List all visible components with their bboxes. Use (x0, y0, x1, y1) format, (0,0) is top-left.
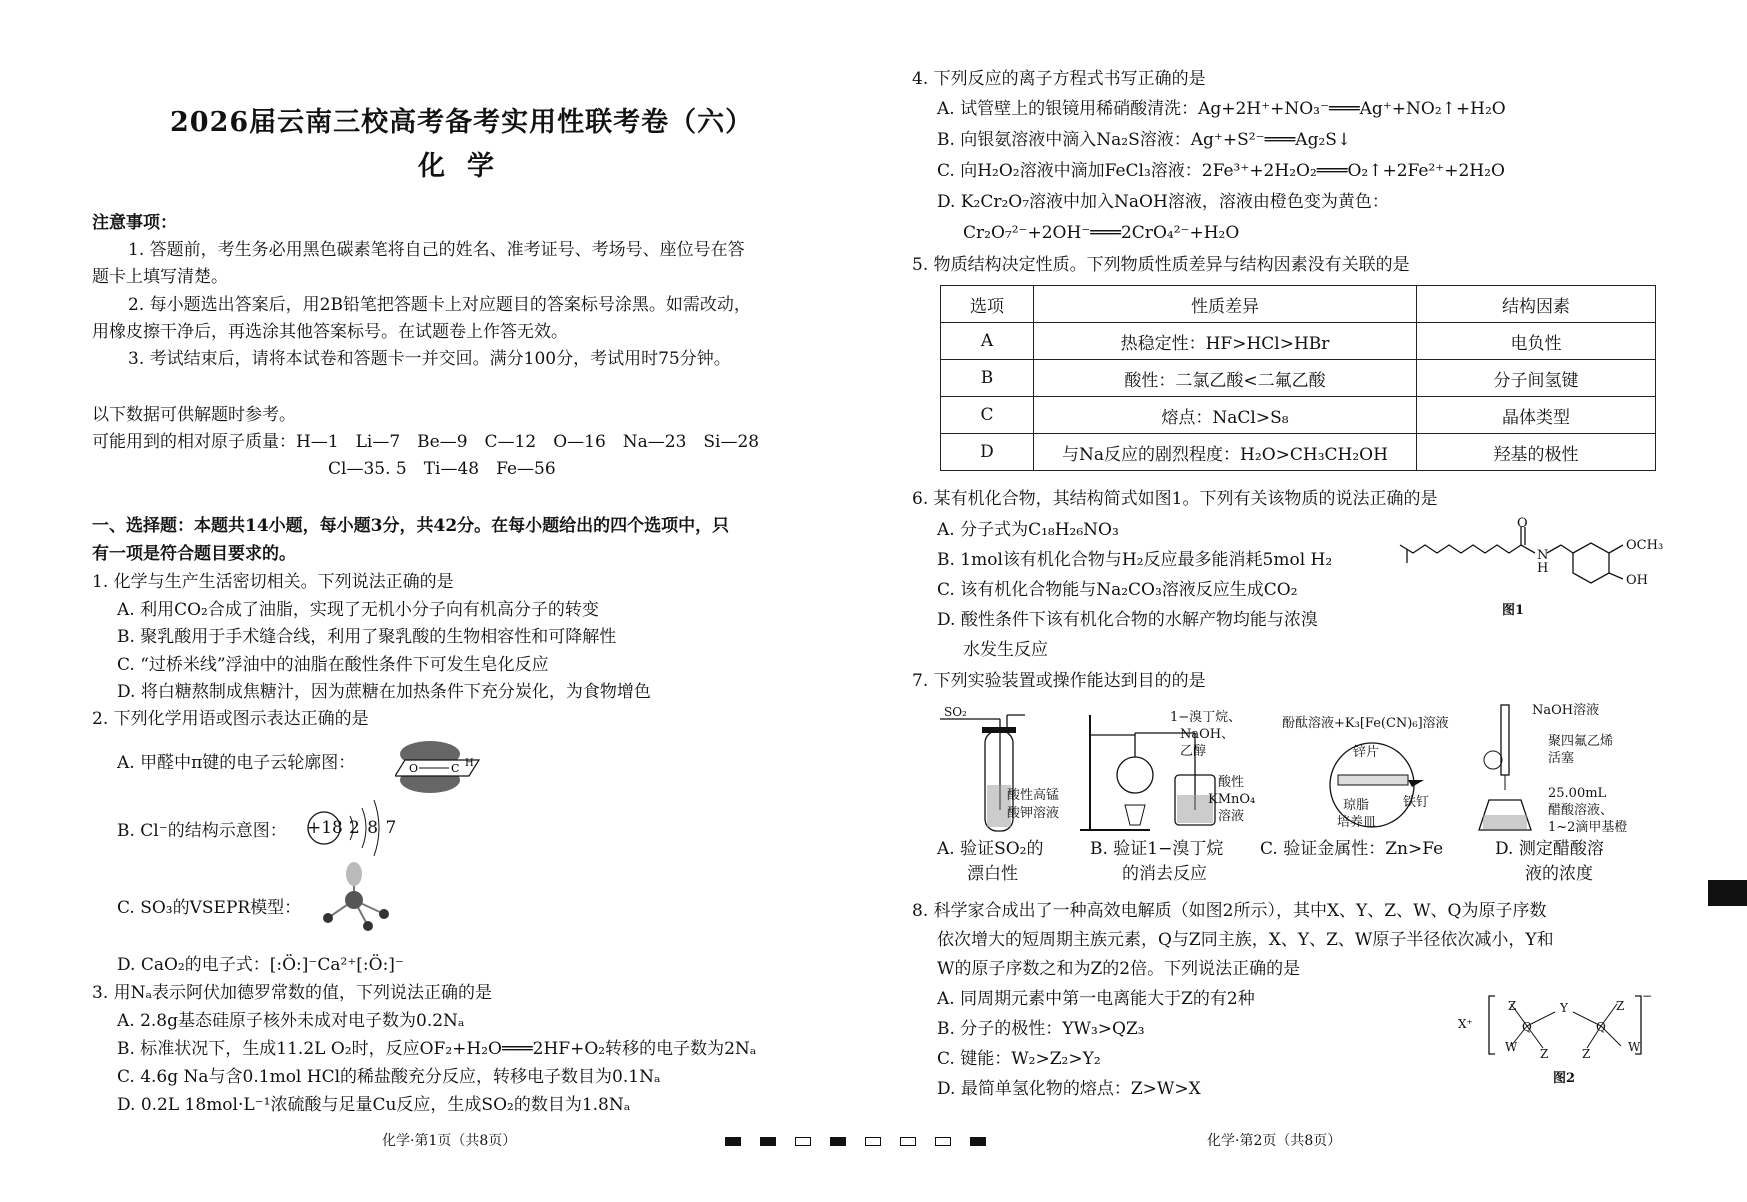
table-cell: C (941, 397, 1034, 434)
registration-mark-empty (935, 1137, 951, 1146)
apparatus-c-label-2: 锌片 (1353, 745, 1380, 760)
q1-option-a: A. 利用CO₂合成了油脂，实现了无机小分子向有机高分子的转变 (117, 600, 599, 620)
apparatus-d-label-1: NaOH溶液 (1532, 703, 1600, 718)
table-header: 选项 (941, 286, 1034, 323)
q3-option-d: D. 0.2L 18mol·L⁻¹浓硫酸与足量Cu反应，生成SO₂的数目为1.8Nₐ (117, 1095, 631, 1115)
svg-text:C: C (451, 762, 460, 775)
q2-option-c: C. SO₃的VSEPR模型： (117, 898, 302, 918)
q6-option-b: B. 1mol该有机化合物与H₂反应最多能消耗5mol H₂ (937, 550, 1333, 570)
q1-option-b: B. 聚乳酸用于手术缝合线，利用了聚乳酸的生物相容性和可降解性 (117, 627, 617, 647)
reference-intro: 以下数据可供解题时参考。 (92, 405, 296, 425)
q7-option-d-2: 液的浓度 (1525, 864, 1593, 884)
apparatus-a-label-3: 酸钾溶液 (1007, 806, 1060, 821)
q1-option-d: D. 将白糖熬制成焦糖汁，因为蔗糖在加热条件下充分炭化，为食物增色 (117, 682, 651, 702)
footer-page-1: 化学·第1页（共8页） (382, 1133, 517, 1149)
q6-option-d: D. 酸性条件下该有机化合物的水解产物均能与浓溴 (937, 610, 1318, 630)
q3-option-b: B. 标准状况下，生成11.2L O₂时，反应OF₂+H₂O═══2HF+O₂转移的电子数为2Nₐ (117, 1039, 757, 1059)
q6-option-a: A. 分子式为C₁₈H₂₆NO₃ (937, 520, 1119, 540)
table-cell: 分子间氢键 (1417, 360, 1656, 397)
so3-vsepr-figure (318, 860, 398, 935)
table-row (941, 360, 1656, 397)
q4-stem: 4. 下列反应的离子方程式书写正确的是 (912, 69, 1206, 89)
figure-2-w-1: W (1505, 1040, 1518, 1054)
q7-stem: 7. 下列实验装置或操作能达到目的的是 (912, 671, 1206, 691)
q8-stem-1: 8. 科学家合成出了一种高效电解质（如图2所示），其中X、Y、Z、W、Q为原子序数 (912, 901, 1547, 921)
q4-option-a: A. 试管壁上的银镜用稀硝酸清洗：Ag+2H⁺+NO₃⁻═══Ag⁺+NO₂↑+H₂O (937, 99, 1506, 119)
q7-option-b-2: 的消去反应 (1122, 864, 1207, 884)
figure-2-z-1: Z (1508, 999, 1517, 1013)
registration-mark-filled (970, 1137, 986, 1146)
apparatus-d-label-6: 1~2滴甲基橙 (1548, 820, 1628, 835)
q4-option-c: C. 向H₂O₂溶液中滴加FeCl₃溶液：2Fe³⁺+2H₂O₂═══O₂↑+2Fe²⁺+2H₂O (937, 161, 1505, 181)
atomic-masses-2: Cl—35. 5 Ti—48 Fe—56 (328, 459, 556, 479)
figure-2-q-right: Q (1596, 1020, 1606, 1034)
exam-title: 2026届云南三校高考备考实用性联考卷（六） (170, 107, 754, 138)
table-header: 结构因素 (1417, 286, 1656, 323)
figure-2-x: X⁺ (1458, 1017, 1473, 1031)
pi-bond-orbital-figure (395, 736, 485, 796)
note-1b: 题卡上填写清楚。 (92, 267, 228, 287)
table-cell: 羟基的极性 (1417, 434, 1656, 471)
figure-2-q-left: Q (1522, 1020, 1532, 1034)
figure-1-structure (1395, 515, 1665, 605)
exam-subject: 化学 (418, 151, 516, 182)
atomic-masses-1: 可能用到的相对原子质量：H—1 Li—7 Be—9 C—12 O—16 Na—23 Si—28 (92, 432, 760, 452)
q2-option-a: A. 甲醛中π键的电子云轮廓图： (117, 753, 356, 773)
q6-option-c: C. 该有机化合物能与Na₂CO₃溶液反应生成CO₂ (937, 580, 1298, 600)
table-cell: 晶体类型 (1417, 397, 1656, 434)
table-cell: B (941, 360, 1034, 397)
apparatus-c-label-5: 培养皿 (1337, 815, 1377, 830)
table-row (941, 434, 1656, 471)
q8-option-a: A. 同周期元素中第一电离能大于Z的有2种 (937, 989, 1255, 1009)
figure-1-n: N (1537, 548, 1549, 563)
figure-2-z-3: Z (1540, 1047, 1549, 1061)
apparatus-c-label-1: 酚酞溶液+K₃[Fe(CN)₆]溶液 (1282, 716, 1449, 731)
apparatus-b-label-5: KMnO₄ (1208, 792, 1256, 807)
chloride-shells: 2 8 7 (349, 818, 398, 838)
figure-1-och3: OCH₃ (1626, 538, 1664, 553)
q2-stem: 2. 下列化学用语或图示表达正确的是 (92, 709, 369, 729)
registration-mark-empty (795, 1137, 811, 1146)
edge-tab-mark (1708, 880, 1747, 906)
q6-stem: 6. 某有机化合物，其结构简式如图1。下列有关该物质的说法正确的是 (912, 489, 1438, 509)
figure-1-oh: OH (1626, 573, 1648, 588)
q7-option-d-1: D. 测定醋酸溶 (1495, 839, 1604, 859)
note-3: 3. 考试结束后，请将本试卷和答题卡一并交回。满分100分，考试用时75分钟。 (128, 349, 731, 369)
registration-mark-filled (725, 1137, 741, 1146)
table-row (941, 397, 1656, 434)
figure-2-charge: − (1642, 989, 1653, 1003)
q3-option-c: C. 4.6g Na与含0.1mol HCl的稀盐酸充分反应，转移电子数目为0.1Nₐ (117, 1067, 661, 1087)
registration-marks (725, 1131, 1005, 1150)
svg-text:O: O (409, 762, 419, 775)
registration-mark-empty (900, 1137, 916, 1146)
table-cell: 熔点：NaCl>S₈ (1034, 397, 1417, 434)
q6-option-d-cont: 水发生反应 (963, 640, 1048, 660)
figure-2-caption: 图2 (1553, 1071, 1576, 1086)
note-2b: 用橡皮擦干净后，再选涂其他答案标号。在试题卷上作答无效。 (92, 322, 568, 342)
section-heading-a: 一、选择题：本题共14小题，每小题3分，共42分。在每小题给出的四个选项中，只 (92, 516, 730, 536)
q2-option-d: D. CaO₂的电子式：[:Ö:]⁻Ca²⁺[:Ö:]⁻ (117, 955, 404, 975)
registration-mark-filled (830, 1137, 846, 1146)
q1-option-c: C. “过桥米线”浮油中的油脂在酸性条件下可发生皂化反应 (117, 655, 549, 675)
table-header-row (941, 286, 1656, 323)
q7-option-a-1: A. 验证SO₂的 (937, 839, 1044, 859)
q2-option-b: B. Cl⁻的结构示意图： (117, 821, 287, 841)
note-1a: 1. 答题前，考生务必用黑色碳素笔将自己的姓名、准考证号、考场号、座位号在答 (128, 240, 745, 260)
apparatus-d-label-5: 醋酸溶液、 (1548, 803, 1614, 818)
apparatus-a-label-2: 酸性高锰 (1007, 788, 1060, 803)
table-cell: 热稳定性：HF>HCl>HBr (1034, 323, 1417, 360)
registration-mark-empty (865, 1137, 881, 1146)
q3-option-a: A. 2.8g基态硅原子核外未成对电子数为0.2Nₐ (117, 1011, 465, 1031)
apparatus-d-figure (1475, 700, 1535, 835)
apparatus-d-label-2: 聚四氟乙烯 (1548, 734, 1614, 749)
apparatus-b-label-4: 酸性 (1218, 775, 1245, 790)
q4-option-d: D. K₂Cr₂O₇溶液中加入NaOH溶液，溶液由橙色变为黄色： (937, 192, 1389, 212)
apparatus-b-label-3: 乙醇 (1180, 744, 1207, 759)
q8-option-b: B. 分子的极性：YW₃>QZ₃ (937, 1019, 1145, 1039)
svg-text:H: H (465, 758, 474, 769)
figure-2-y: Y (1560, 1001, 1568, 1015)
section-heading-b: 有一项是符合题目要求的。 (92, 544, 296, 564)
q1-stem: 1. 化学与生产生活密切相关。下列说法正确的是 (92, 572, 454, 592)
q5-stem: 5. 物质结构决定性质。下列物质性质差异与结构因素没有关联的是 (912, 255, 1410, 275)
registration-mark-filled (760, 1137, 776, 1146)
apparatus-b-label-1: 1−溴丁烷、 (1170, 710, 1242, 725)
figure-2-z-4: Z (1582, 1047, 1591, 1061)
apparatus-a-label-so2: SO₂ (944, 705, 967, 719)
q7-option-b-1: B. 验证1−溴丁烷 (1090, 839, 1224, 859)
table-cell: 与Na反应的剧烈程度：H₂O>CH₃CH₂OH (1034, 434, 1417, 471)
table-header: 性质差异 (1034, 286, 1417, 323)
q7-option-c-1: C. 验证金属性：Zn>Fe (1260, 839, 1444, 859)
table-cell: D (941, 434, 1034, 471)
figure-1-caption: 图1 (1502, 603, 1525, 618)
table-cell: A (941, 323, 1034, 360)
figure-1-o: O (1517, 516, 1528, 531)
q4-option-b: B. 向银氨溶液中滴入Na₂S溶液：Ag⁺+S²⁻═══Ag₂S↓ (937, 130, 1352, 150)
apparatus-c-label-3: 铁钉 (1403, 795, 1430, 810)
apparatus-d-label-3: 活塞 (1548, 751, 1575, 766)
q3-stem: 3. 用Nₐ表示阿伏加德罗常数的值，下列说法正确的是 (92, 983, 493, 1003)
figure-2-w-2: W (1628, 1040, 1641, 1054)
apparatus-b-label-6: 溶液 (1218, 809, 1245, 824)
table-row (941, 323, 1656, 360)
apparatus-c-label-4: 琼脂 (1343, 798, 1370, 813)
q8-stem-3: W的原子序数之和为Z的2倍。下列说法正确的是 (937, 959, 1301, 979)
table-cell: 酸性：二氯乙酸<二氟乙酸 (1034, 360, 1417, 397)
q5-table (940, 285, 1656, 471)
figure-1-h: H (1537, 561, 1549, 576)
figure-2-z-2: Z (1616, 999, 1625, 1013)
footer-page-2: 化学·第2页（共8页） (1207, 1133, 1342, 1149)
q8-option-c: C. 键能：W₂>Z₂>Y₂ (937, 1049, 1101, 1069)
q7-option-a-2: 漂白性 (967, 864, 1018, 884)
notes-heading: 注意事项： (92, 213, 177, 233)
chloride-nucleus: +18 (307, 818, 343, 838)
table-cell: 电负性 (1417, 323, 1656, 360)
note-2a: 2. 每小题选出答案后，用2B铅笔把答题卡上对应题目的答案标号涂黑。如需改动， (128, 295, 751, 315)
apparatus-b-label-2: NaOH、 (1180, 727, 1235, 742)
q4-option-d-equation: Cr₂O₇²⁻+2OH⁻═══2CrO₄²⁻+H₂O (963, 223, 1240, 243)
apparatus-d-label-4: 25.00mL (1548, 786, 1607, 801)
q8-option-d: D. 最简单氢化物的熔点：Z>W>X (937, 1079, 1201, 1099)
q8-stem-2: 依次增大的短周期主族元素，Q与Z同主族，X、Y、Z、W原子半径依次减小，Y和 (937, 930, 1554, 950)
